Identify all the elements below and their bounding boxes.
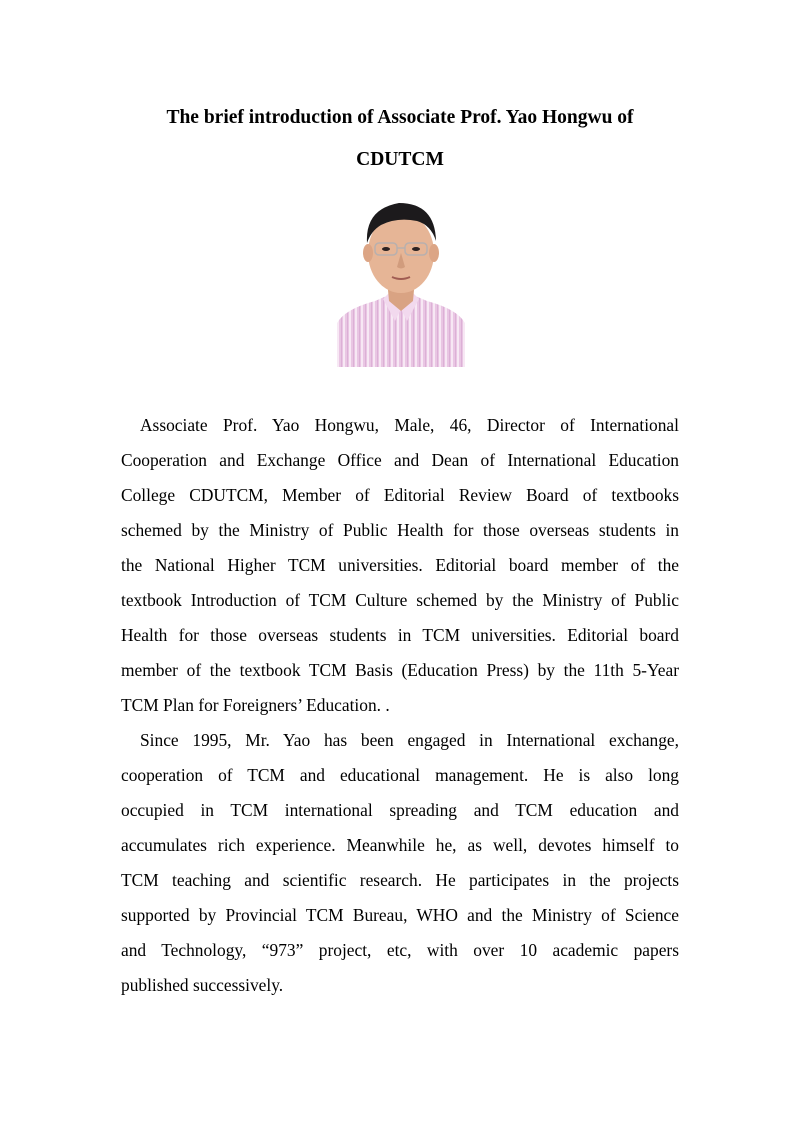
- paragraph-line: TCM Plan for Foreigners’ Education. .: [121, 695, 390, 715]
- paragraph-line: TCM teaching and scientific research. He participates in the projects: [121, 870, 679, 890]
- paragraph-line: supported by Provincial TCM Bureau, WHO and the Ministry of Science: [121, 905, 679, 925]
- paragraph-line: the National Higher TCM universities. Editorial board member of the: [121, 555, 679, 575]
- paragraph-line: cooperation of TCM and educational management. He is also long: [121, 765, 679, 785]
- portrait-illustration: [337, 191, 465, 367]
- paragraph-line: Since 1995, Mr. Yao has been engaged in International exchange,: [140, 730, 679, 750]
- page-title-line-1: The brief introduction of Associate Prof. Yao Hongwu of: [166, 107, 634, 128]
- paragraph-line: Associate Prof. Yao Hongwu, Male, 46, Director of International: [140, 415, 679, 435]
- paragraph-line: textbook Introduction of TCM Culture schemed by the Ministry of Public: [121, 590, 679, 610]
- biography-paragraph-2: [121, 723, 679, 1003]
- paragraph-line: published successively.: [121, 975, 284, 995]
- portrait-photo: [337, 191, 465, 367]
- paragraph-line: member of the textbook TCM Basis (Education Press) by the 11th 5-Year: [121, 660, 679, 680]
- paragraph-line: occupied in TCM international spreading and TCM education and: [121, 800, 679, 820]
- paragraph-line: College CDUTCM, Member of Editorial Review Board of textbooks: [121, 485, 679, 505]
- paragraph-line: Cooperation and Exchange Office and Dean of International Education: [121, 450, 679, 470]
- paragraph-line: accumulates rich experience. Meanwhile he, as well, devotes himself to: [121, 835, 679, 855]
- biography-paragraph-1: [121, 408, 679, 723]
- paragraph-line: Health for those overseas students in TCM universities. Editorial board: [121, 625, 679, 645]
- paragraph-line: and Technology, “973” project, etc, with over 10 academic papers: [121, 940, 679, 960]
- paragraph-line: schemed by the Ministry of Public Health for those overseas students in: [121, 520, 679, 540]
- page-title-line-2: CDUTCM: [356, 149, 444, 170]
